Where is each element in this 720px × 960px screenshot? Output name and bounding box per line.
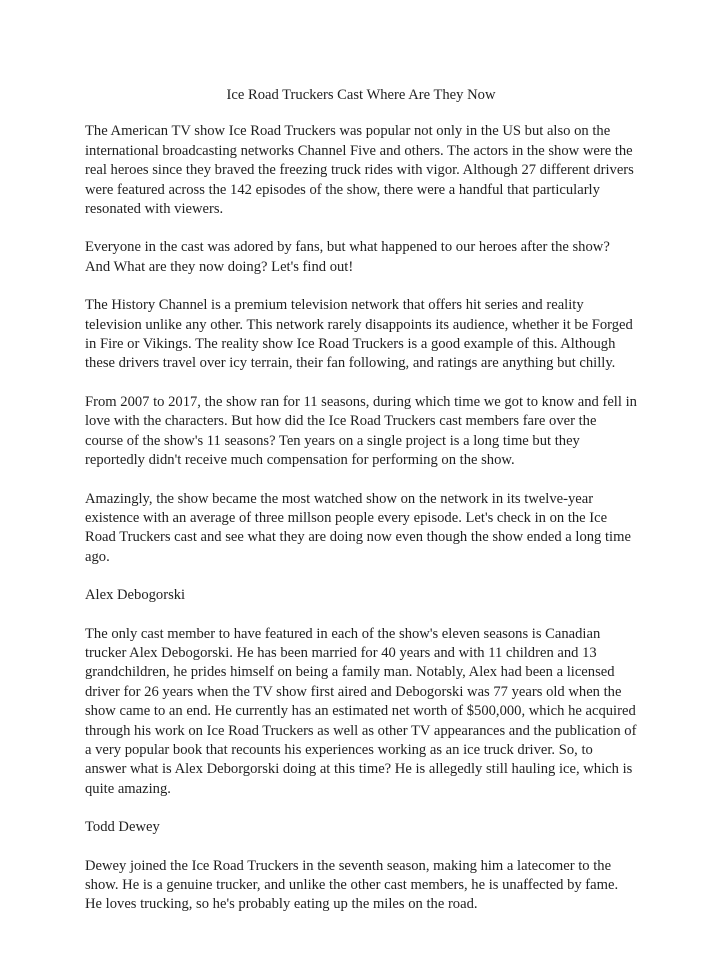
document-page <box>85 86 637 934</box>
paragraph-ratings: Amazingly, the show became the most watched show on the network in its twelve-year existence with an average of three millson people every episode. Let's check in on the Ice Road Truckers cast and see what they are doing now even though the show ended a long time ago. <box>85 490 631 565</box>
document-title: Ice Road Truckers Cast Where Are They Now <box>226 87 496 103</box>
section-heading-alex-debogorski: Alex Debogorski <box>85 587 186 604</box>
paragraph-todd-dewey: Dewey joined the Ice Road Truckers in the seventh season, making him a latecomer to the show. He is a genuine trucker, and unlike the other cast members, he is unaffected by fame. He loves trucking, so he's probably eating up the miles on the road. <box>85 857 619 913</box>
paragraph-show-run: From 2007 to 2017, the show ran for 11 seasons, during which time we got to know and fell in love with the characters. But how did the Ice Road Truckers cast members fare over the course of the show's 11 seasons? Ten years on a single project is a long time but they reportedly didn't receive much compensation for performing on the show. <box>85 393 637 469</box>
section-heading-todd-dewey: Todd Dewey <box>85 819 160 836</box>
paragraph-history-channel: The History Channel is a premium television network that offers hit series and reality television unlike any other. This network rarely disappoints its audience, whether it be Forged in Fire or Vikings. The reality show Ice Road Truckers is a good example of this. Although these drivers travel over icy terrain, their fan following, and ratings are anything but chilly. <box>85 297 633 372</box>
paragraph-alex-debogorski: The only cast member to have featured in each of the show's eleven seasons is Canadian trucker Alex Debogorski. He has been married for 40 years and with 11 children and 13 grandchildren, he prides himself on being a family man. Notably, Alex had been a licensed driver for 26 years when the TV show first aired and Debogorski was 77 years old when the show came to an end. He currently has an estimated net worth of $500,000, which he acquired through his work on Ice Road Truckers as well as other TV appearances and the publication of a very popular book that recounts his experiences working as an ice truck driver. So, to answer what is Alex Deborgorski doing at this time? He is allegedly still hauling ice, which is quite amazing. <box>85 625 637 797</box>
paragraph-intro-popularity: The American TV show Ice Road Truckers was popular not only in the US but also on the international broadcasting networks Channel Five and others. The actors in the show were the real heroes since they braved the freezing truck rides with vigor. Although 27 different drivers were featured across the 142 episodes of the show, there were a handful that particularly resonated with viewers. <box>85 123 634 218</box>
paragraph-intro-question: Everyone in the cast was adored by fans, but what happened to our heroes after the show? And What are they now doing? Let's find out! <box>85 239 610 275</box>
